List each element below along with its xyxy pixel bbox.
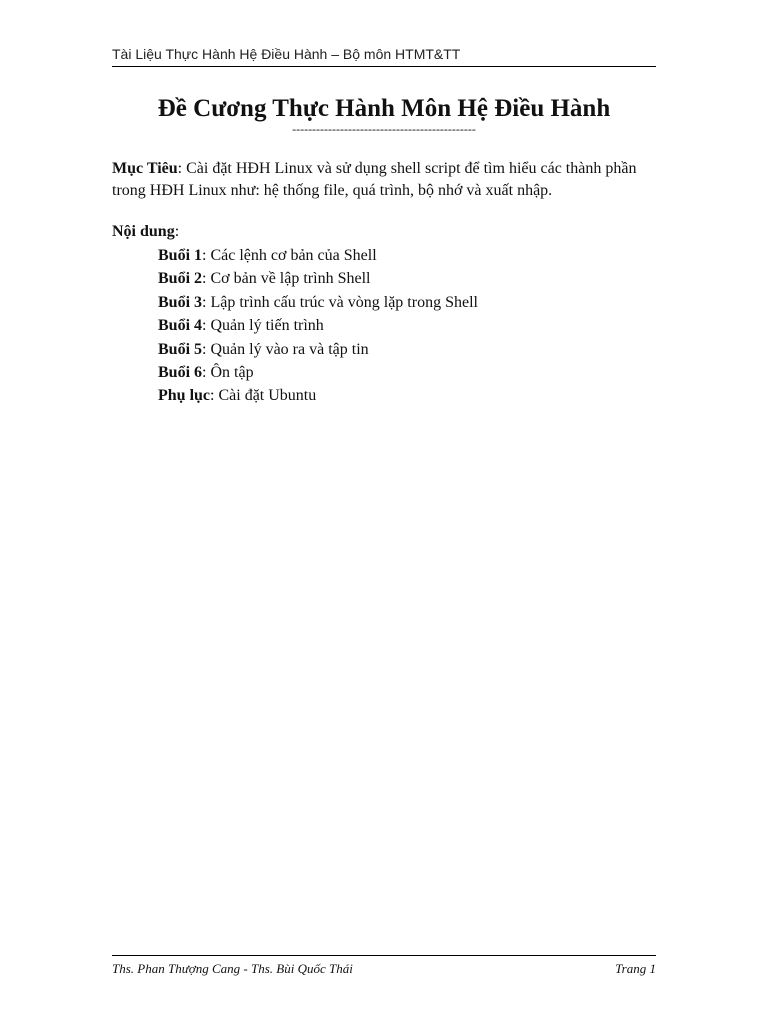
session-list xyxy=(158,244,638,408)
objective-label: Mục Tiêu xyxy=(112,160,178,177)
document-title: Đề Cương Thực Hành Môn Hệ Điều Hành xyxy=(157,95,611,122)
session-separator: : xyxy=(202,317,211,335)
content-heading xyxy=(112,221,179,243)
session-separator: : xyxy=(202,293,211,311)
session-label: Buổi 5 xyxy=(158,340,203,358)
footer-page-number: Trang 1 xyxy=(615,961,656,976)
session-label: Buổi 1 xyxy=(158,247,203,264)
session-item-4 xyxy=(158,314,638,337)
session-item-5 xyxy=(158,338,638,361)
appendix-label: Phụ lục xyxy=(158,387,211,405)
session-item-3 xyxy=(158,291,638,314)
content-separator: : xyxy=(174,223,180,240)
session-label: Buổi 6 xyxy=(158,363,203,381)
session-text: Quản lý vào ra và tập tin xyxy=(210,340,369,358)
title-underline-dashes: ---------------------------------------------- xyxy=(292,122,476,136)
session-text: Quản lý tiến trình xyxy=(210,317,324,335)
session-separator: : xyxy=(202,340,211,358)
page-header: Tài Liệu Thực Hành Hệ Điều Hành – Bộ môn HTMT&TT xyxy=(112,46,461,62)
appendix-separator: : xyxy=(210,387,219,405)
footer-rule xyxy=(112,955,656,956)
session-label: Buổi 4 xyxy=(158,317,203,335)
session-label: Buổi 3 xyxy=(158,293,203,311)
session-separator: : xyxy=(202,270,211,288)
session-label: Buổi 2 xyxy=(158,270,203,288)
content-label: Nội dung xyxy=(112,223,175,240)
objective-separator: : xyxy=(177,160,187,177)
footer-authors: Ths. Phan Thượng Cang - Ths. Bùi Quốc Thái xyxy=(112,961,353,976)
appendix-item xyxy=(158,384,638,407)
session-text: Các lệnh cơ bản của Shell xyxy=(210,247,377,264)
session-separator: : xyxy=(202,363,211,381)
session-item-2 xyxy=(158,267,638,290)
header-rule xyxy=(112,66,656,67)
session-item-6 xyxy=(158,361,638,384)
session-item-1 xyxy=(158,244,638,267)
session-text: Lập trình cấu trúc và vòng lặp trong Shell xyxy=(210,293,478,311)
objective-text: Cài đặt HĐH Linux và sử dụng shell script để tìm hiểu các thành phần trong HĐH Linux như: hệ thống file, quá trình, bộ nhớ và xuất nhập. xyxy=(112,160,637,199)
appendix-text: Cài đặt Ubuntu xyxy=(218,387,317,405)
session-text: Ôn tập xyxy=(210,363,254,381)
session-text: Cơ bản về lập trình Shell xyxy=(210,270,371,288)
session-separator: : xyxy=(202,247,211,264)
objective-paragraph xyxy=(112,158,664,202)
